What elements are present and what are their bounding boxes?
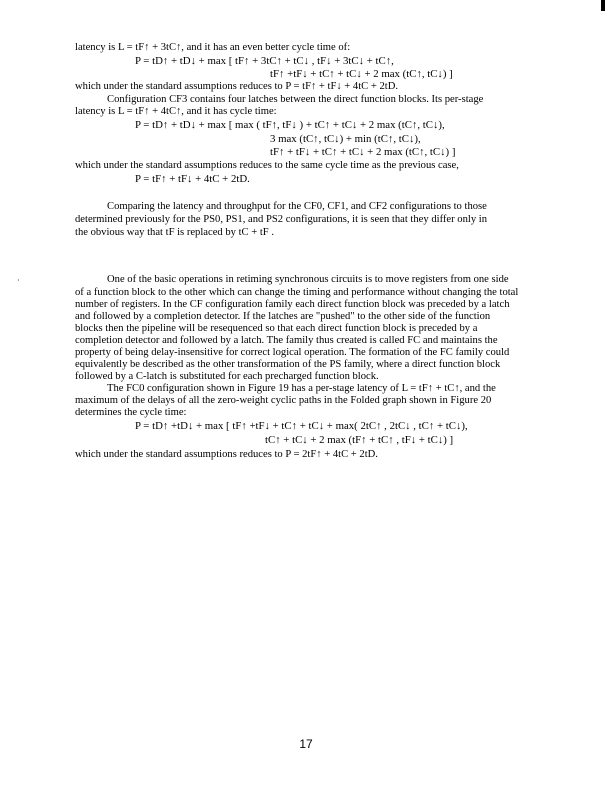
stray-mark: · <box>17 276 20 285</box>
equation-line: P = tF↑ + tF↓ + 4tC + 2tD. <box>135 173 250 185</box>
equation-line: P = tD↑ + tD↓ + max [ tF↑ + 3tC↑ + tC↓ , tF↓ + 3tC↓ + tC↑, <box>135 55 394 67</box>
page-number: 17 <box>299 737 313 751</box>
equation-line: 3 max (tC↑, tC↓) + min (tC↑, tC↓), <box>270 133 421 145</box>
equation-line: P = tD↑ +tD↓ + max [ tF↑ +tF↓ + tC↑ + tC↓ + max( 2tC↑ , 2tC↓ , tC↑ + tC↓), <box>135 420 468 432</box>
text-line: Configuration CF3 contains four latches between the direct function blocks. Its per-stage <box>107 94 484 105</box>
text-line: completion detector and followed by a latch. The family thus created is called FC and maintains the <box>75 335 498 346</box>
equation-line: tF↑ +tF↓ + tC↑ + tC↓ + 2 max (tC↑, tC↓) ] <box>270 68 453 80</box>
text-line: determined previously for the PS0, PS1, and PS2 configurations, it is seen that they differ only in <box>75 214 488 225</box>
text-line: property of being delay-insensitive for correct logical operation. The formation of the FC family could <box>75 347 510 358</box>
text-line: determines the cycle time: <box>75 407 187 418</box>
text-line: the obvious way that tF is replaced by tC + tF . <box>75 227 274 238</box>
equation-line: tF↑ + tF↓ + tC↑ + tC↓ + 2 max (tC↑, tC↓) ] <box>270 146 456 158</box>
text-line: latency is L = tF↑ + 3tC↑, and it has an even better cycle time of: <box>75 42 351 53</box>
equation-line: tC↑ + tC↓ + 2 max (tF↑ + tC↑ , tF↓ + tC↓) ] <box>265 434 454 446</box>
text-line: which under the standard assumptions reduces to P = 2tF↑ + 4tC + 2tD. <box>75 449 378 460</box>
text-line: maximum of the delays of all the zero-weight cyclic paths in the Folded graph shown in Figure 20 <box>75 395 492 406</box>
text-line: of a function block to the other which can change the timing and performance without changing the total <box>75 287 519 298</box>
text-line: One of the basic operations in retiming synchronous circuits is to move registers from one side <box>107 274 509 285</box>
text-line: and followed by a completion detector. If the latches are "pushed" to the other side of the function <box>75 311 491 322</box>
text-line: which under the standard assumptions reduces to P = tF↑ + tF↓ + 4tC + 2tD. <box>75 81 399 92</box>
text-line: followed by a C-latch is substituted for each precharged function block. <box>75 371 379 382</box>
text-line: equivalently be described as the other transformation of the PS family, where a direct function block <box>75 359 501 370</box>
text-line: The FC0 configuration shown in Figure 19 has a per-stage latency of L = tF↑ + tC↑, and the <box>107 383 496 394</box>
text-line: which under the standard assumptions reduces to the same cycle time as the previous case, <box>75 160 459 171</box>
margin-bar <box>601 0 605 11</box>
equation-line: P = tD↑ + tD↓ + max [ max ( tF↑, tF↓ ) + tC↑ + tC↓ + 2 max (tC↑, tC↓), <box>135 119 445 131</box>
text-line: number of registers. In the CF configuration family each direct function block was preceded by a latch <box>75 299 510 310</box>
text-line: latency is L = tF↑ + 4tC↑, and it has cycle time: <box>75 106 277 117</box>
text-line: Comparing the latency and throughput for the CF0, CF1, and CF2 configurations to those <box>107 201 487 212</box>
text-line: blocks then the pipeline will be resequenced so that each direct function block is preceded by a <box>75 323 478 334</box>
